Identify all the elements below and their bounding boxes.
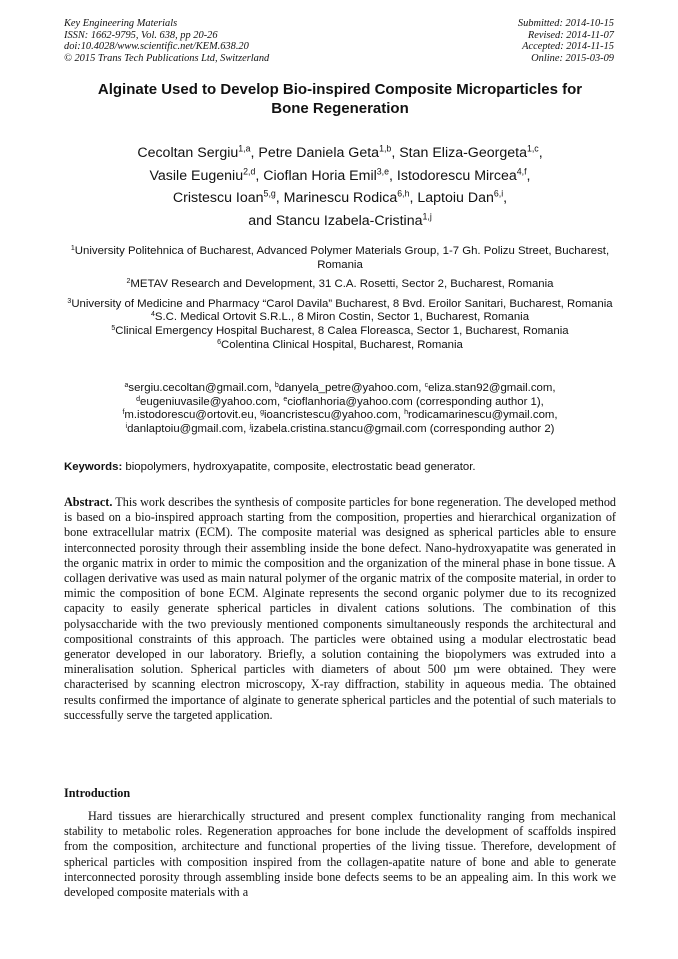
author-name: Laptoiu Dan (417, 190, 494, 206)
affiliation-item (64, 298, 616, 312)
author-sup: 1,j (422, 211, 432, 222)
email-line (64, 396, 616, 410)
email-address[interactable]: eliza.stan92@gmail.com, (428, 382, 556, 394)
author-line (64, 187, 616, 210)
date-submitted: Submitted: 2014-10-15 (517, 18, 614, 29)
author-name: Cecoltan Sergiu (137, 145, 239, 161)
date-accepted: Accepted: 2014-11-15 (522, 41, 614, 53)
title-line-2: Bone Regeneration (271, 100, 409, 117)
affiliation-num: 4 (150, 311, 155, 319)
email-sup: e (283, 395, 288, 403)
affiliation-text: Clinical Emergency Hospital Bucharest, 8 Calea Floreasca, Sector 1, Bucharest, Romania (115, 324, 569, 337)
author-name: Vasile Eugeniu (149, 167, 244, 184)
email-sup: a (124, 381, 129, 389)
author-sup: 1,b (379, 143, 392, 154)
date-online: Online: 2015-03-09 (531, 52, 614, 64)
affiliation-item (64, 245, 616, 272)
author-sep: , (538, 145, 543, 161)
affiliation-num: 2 (126, 277, 131, 285)
email-address[interactable]: danyela_petre@yahoo.com, (278, 382, 425, 394)
author-sup: 3,e (376, 166, 390, 177)
abstract (64, 495, 616, 723)
introduction-paragraph: Hard tissues are hierarchically structured and present complex functionality ranging from mechanical stability to metabolic roles. Regeneration approaches for bone include the development of scaffolds inspired from the composition, architecture and functional properties of the living tissue. Therefore, development of spherical particles with composition inspired from the collagen-apatite nature of bone and able to generate interconnected porosity through assembling inside bone defects seems to be an appealing aim. In this work we developed composite materials with a (64, 809, 616, 900)
email-line (64, 382, 616, 396)
affiliation-text: S.C. Medical Ortovit S.R.L., 8 Miron Costin, Sector 1, Bucharest, Romania (154, 311, 530, 324)
email-address[interactable]: danlaptoiu@gmail.com, (127, 422, 250, 435)
author-sup: 6,i (493, 188, 504, 199)
email-sup: b (274, 381, 279, 389)
author-list (64, 142, 616, 232)
email-sup: j (249, 422, 252, 430)
author-name: Petre Daniela Geta (258, 145, 380, 161)
email-sup: g (260, 408, 264, 416)
author-sep: , (250, 145, 259, 161)
journal-issn: ISSN: 1662-9795, Vol. 638, pp 20-26 (64, 29, 218, 41)
journal-copyright: © 2015 Trans Tech Publications Ltd, Switzerland (64, 52, 270, 64)
author-sup: 2,d (243, 166, 256, 177)
author-line (64, 210, 616, 233)
affiliation-list (64, 245, 616, 352)
author-sep: , (409, 190, 418, 206)
author-sep: , (275, 190, 284, 206)
author-sep: , (503, 190, 508, 206)
submission-dates (518, 18, 614, 64)
author-name: Istodorescu Mircea (396, 167, 517, 184)
email-sup: i (125, 422, 128, 430)
email-sup: d (136, 395, 141, 403)
affiliation-text: University of Medicine and Pharmacy “Carol Davila” Bucharest, 8 Bvd. Eroilor Sanitari, Bucharest, Romania (71, 297, 613, 310)
affiliation-item (64, 339, 616, 353)
author-name: Marinescu Rodica (283, 190, 398, 206)
author-sup: 6,h (397, 188, 410, 199)
title-line-1: Alginate Used to Develop Bio-inspired Composite Microparticles for (97, 81, 583, 98)
keywords (64, 460, 616, 474)
section-heading-introduction: Introduction (64, 786, 131, 800)
author-name: and Stancu Izabela-Cristina (248, 212, 423, 229)
journal-info (64, 18, 269, 64)
affiliation-text: Colentina Clinical Hospital, Bucharest, Romania (221, 338, 463, 351)
abstract-label: Abstract. (64, 495, 113, 509)
email-address[interactable]: m.istodorescu@ortovit.eu, (124, 409, 261, 422)
email-address[interactable]: izabela.cristina.stancu@gmail.com (corresponding author 2) (251, 422, 555, 435)
affiliation-num: 1 (70, 244, 75, 252)
affiliation-num: 5 (111, 324, 116, 332)
email-address[interactable]: rodicamarinescu@ymail.com, (408, 409, 558, 422)
email-list (64, 382, 616, 436)
email-sup: h (404, 408, 408, 416)
keywords-text: biopolymers, hydroxyapatite, composite, electrostatic bead generator. (125, 461, 476, 473)
author-line (64, 165, 616, 188)
affiliation-text: University Politehnica of Bucharest, Advanced Polymer Materials Group, 1-7 Gh. Polizu Street, Bucharest, Romania (74, 245, 610, 271)
affiliation-num: 6 (217, 338, 222, 346)
affiliation-item (64, 311, 616, 325)
author-sep: , (391, 145, 400, 161)
author-name: Cioflan Horia Emil (263, 167, 377, 184)
email-address[interactable]: ioancristescu@yahoo.com, (263, 409, 405, 422)
author-sup: 4,f (516, 166, 527, 177)
affiliation-item (64, 325, 616, 339)
author-line (64, 142, 616, 165)
affiliation-text: METAV Research and Development, 31 C.A. Rosetti, Sector 2, Bucharest, Romania (130, 278, 554, 291)
author-sup: 5,g (263, 188, 276, 199)
author-sep: , (255, 167, 264, 184)
email-address[interactable]: cioflanhoria@yahoo.com (corresponding author 1), (287, 395, 544, 408)
email-sup: c (424, 381, 429, 389)
email-sup: f (122, 408, 125, 416)
keywords-label: Keywords: (64, 461, 123, 473)
author-sep: , (526, 167, 531, 184)
email-address[interactable]: eugeniuvasile@yahoo.com, (140, 395, 284, 408)
author-name: Cristescu Ioan (172, 190, 264, 206)
affiliation-num: 3 (67, 297, 72, 305)
author-sup: 1,a (238, 143, 251, 154)
email-address[interactable]: sergiu.cecoltan@gmail.com, (128, 382, 275, 394)
author-sep: , (389, 167, 397, 184)
affiliation-item (64, 278, 616, 292)
email-line (64, 423, 616, 437)
email-line (64, 409, 616, 423)
journal-name: Key Engineering Materials (64, 18, 178, 29)
abstract-text: This work describes the synthesis of composite particles for bone regeneration. The developed method is based on a bio-inspired approach starting from the composition, properties and hierarchical organization of bone extracellular matrix (ECM). The composite material was designed as spherical particles able to ensure interconnected porosity through their assembling inside the bone defect. Nano-hydroxyapatite was generated in the organic matrix in order to mimic the composition and the organization of the mineral phase in bone tissue. A collagen derivative was used as main natural polymer of the organic matrix of the composite material, in order to mimic the composition of bone ECM. Alginate represents the second organic polymer due to its recognized capacity to easily generate spherical particles in divalent cations solutions. The combination of this polysaccharide with the two previously mentioned components simultaneously responds the architectural and compositional constraints of this approach. The particles were obtained using a modular electrostatic bead generator developed in our laboratory. Briefly, a solution containing the biopolymers was extruded into a mineralisation solution. Spherical particles with diameters of about 500 µm were obtained. They were characterised by scanning electron microscopy, X-ray diffraction, stability in aqueous media. The obtained results confirmed the importance of alginate to generate spherical particles and the potential of such materials to successfully serve the targeted application. (64, 495, 617, 722)
author-sup: 1,c (526, 143, 539, 154)
date-revised: Revised: 2014-11-07 (527, 29, 614, 41)
paper-title (64, 80, 616, 118)
journal-doi[interactable]: doi:10.4028/www.scientific.net/KEM.638.20 (64, 41, 249, 53)
author-name: Stan Eliza-Georgeta (399, 145, 527, 161)
